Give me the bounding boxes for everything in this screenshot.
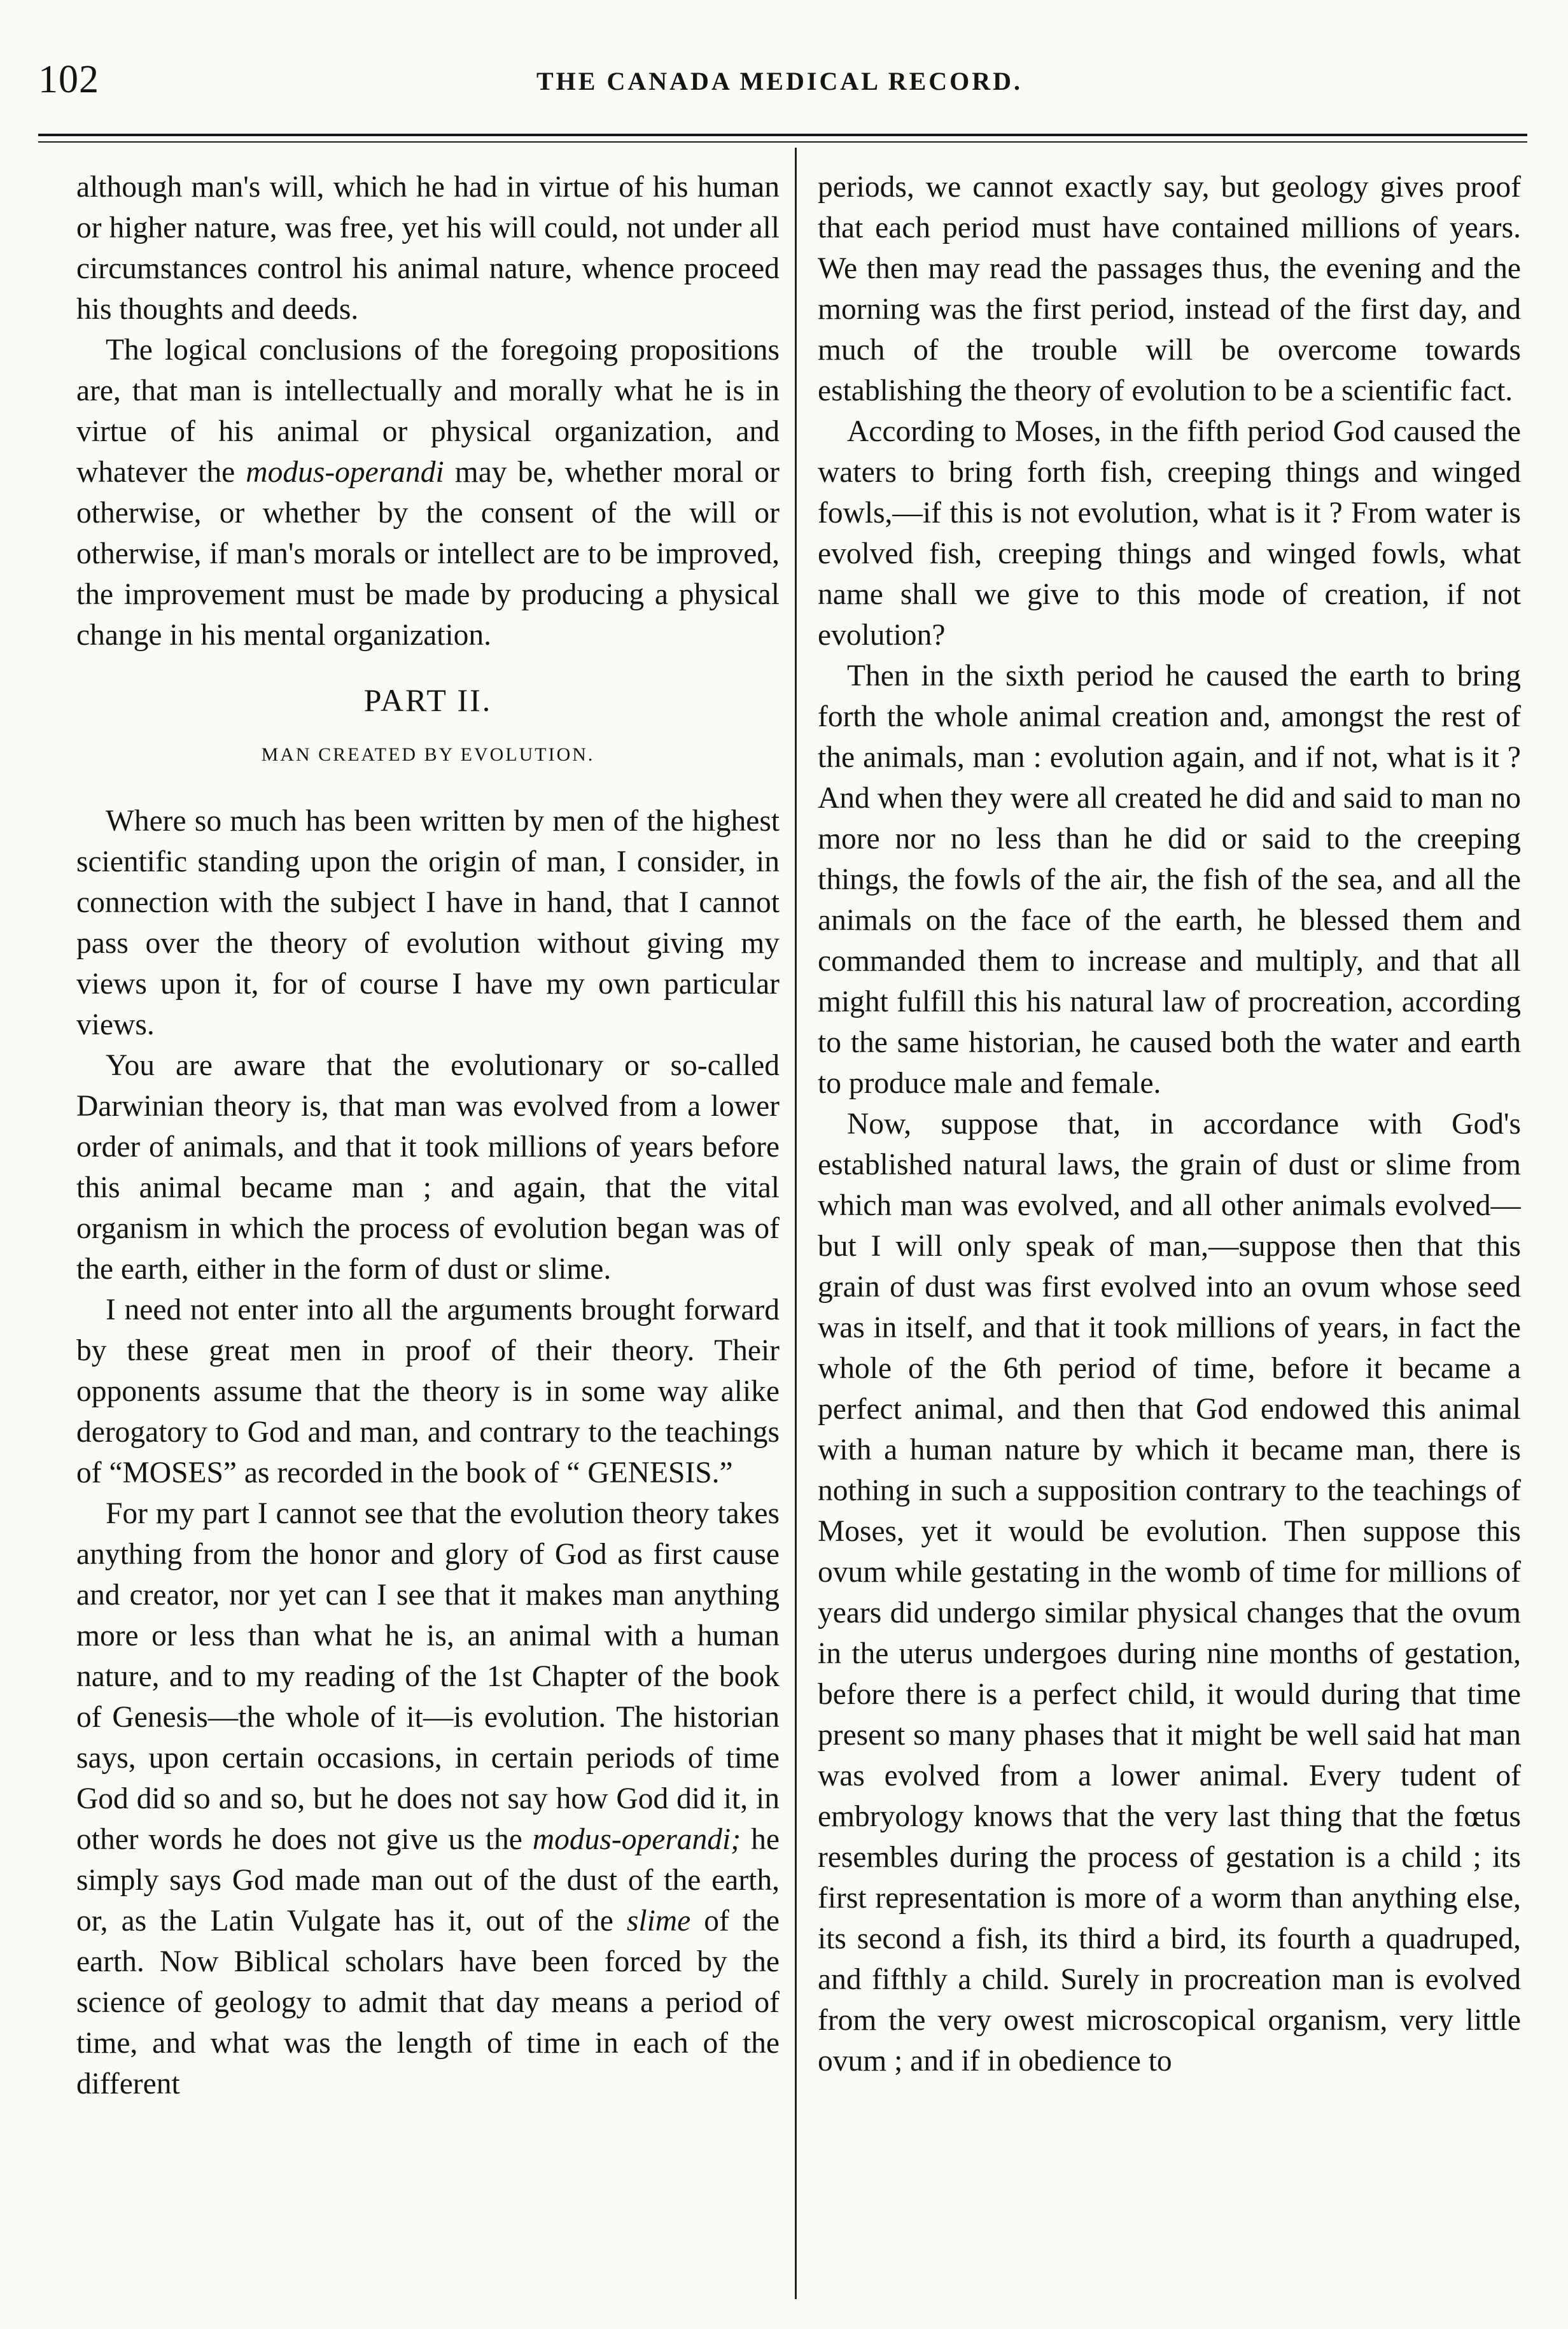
paragraph: Where so much has been written by men of the highest scientific standing upon the origin of man, I consider, in connection with the subject I have in hand, that I cannot pass over the theory of evolution without giving my views upon it, for of course I have my own particular views. bbox=[76, 805, 780, 1041]
italic-text: slime bbox=[626, 1904, 691, 1938]
column-divider bbox=[795, 148, 797, 2299]
paragraph: Then in the sixth period he caused the earth to bring forth the whole animal creation and, amongst the rest of the animals, man : evolution again, and if not, what is it ? And when they were all created he did and said to man no more nor no less than he did or said to the creeping things, the fowls of the air, the fish of the sea, and all the animals on the face of the earth, he blessed them and commanded them to increase and multiply, and that all might fulfill this his natural law of procreation, according to the same historian, he caused both the water and earth to produce male and female. bbox=[818, 659, 1521, 1100]
italic-text: modus-operandi; bbox=[532, 1823, 741, 1856]
paragraph: According to Moses, in the fifth period God caused the waters to bring forth fish, creeping things and winged fowls,—if this is not evolution, what is it ? From water is evolved fish, creeping things and winged fowls, what name shall we give to this mode of creation, if not evolution? bbox=[818, 415, 1521, 652]
page-header bbox=[38, 57, 1521, 127]
text-run: he simply says God made man out of the dust of the earth, or, as the Latin Vulgate has it, out of the bbox=[76, 1823, 780, 1938]
right-column bbox=[818, 167, 1521, 2299]
paragraph bbox=[76, 1493, 780, 2104]
paragraph: although man's will, which he had in virtue of his human or higher nature, was free, yet his will could, not under all circumstances control his animal nature, whence proceed his thoughts and deeds. bbox=[76, 171, 780, 326]
part-title: PART II. bbox=[363, 682, 493, 718]
paragraph: I need not enter into all the arguments brought forward by these great men in proof of their theory. Their opponents assume that the theory is in some way alike derogatory to God and man, and contrary to the teachings of “MOSES” as recorded in the book of “ GENESIS.” bbox=[76, 1293, 780, 1489]
page-number: 102 bbox=[38, 58, 99, 101]
paragraph bbox=[76, 330, 780, 656]
section-subtitle: MAN CREATED BY EVOLUTION. bbox=[261, 744, 595, 765]
italic-text: modus-operandi bbox=[246, 456, 444, 489]
running-title: THE CANADA MEDICAL RECORD. bbox=[536, 67, 1023, 95]
text-run: The logical conclusions of the foregoing propositions are, that man is intellectually and morally what he is in virtue of his animal or physical organization, and whatever the bbox=[76, 334, 780, 489]
text-run: of the earth. Now Biblical scholars have been forced by the science of geology to admit that day means a period of time, and what was the length of time in each of the different bbox=[76, 1904, 780, 2100]
paragraph: Now, suppose that, in accordance with God's established natural laws, the grain of dust or slime from which man was evolved, and all other animals evolved—but I will only speak of man,—suppose then that this grain of dust was first evolved into an ovum whose seed was in itself, and that it took millions of years, in fact the whole of the 6th period of time, before it became a perfect animal, and then that God endowed this animal with a human nature by which it became man, there is nothing in such a supposition contrary to the teachings of Moses, yet it would be evolution. Then suppose this ovum while gestating in the womb of time for millions of years did undergo similar physical changes that the ovum in the uterus undergoes during nine months of gestation, before there is a perfect child, it would during that time present so many phases that it might be well said hat man was evolved from a lower animal. Every tudent of embryology knows that the very last thing that the fœtus resembles during the process of gestation is a child ; its first representation is more of a worm than anything else, its second a fish, its third a bird, its fourth a quadruped, and fifthly a child. Surely in procreation man is evolved from the very owest microscopical organism, very little ovum ; and if in obedience to bbox=[818, 1108, 1521, 2078]
text-run: may be, whether moral or otherwise, or whether by the consent of the will or otherwise, if man's morals or intellect are to be improved, the improvement must be made by producing a physical change in his mental organization. bbox=[76, 456, 780, 652]
paragraph: You are aware that the evolutionary or so-called Darwinian theory is, that man was evolved from a lower order of animals, and that it took millions of years before this animal became man ; and again, that the vital organism in which the process of evolution began was of the earth, either in the form of dust or slime. bbox=[76, 1049, 780, 1286]
header-rule-thick bbox=[38, 134, 1527, 136]
header-rule-thin bbox=[38, 141, 1527, 143]
paragraph: periods, we cannot exactly say, but geology gives proof that each period must have contained millions of years. We then may read the passages thus, the evening and the morning was the first period, instead of the first day, and much of the trouble will be overcome towards establishing the theory of evolution to be a scientific fact. bbox=[818, 171, 1521, 407]
text-run: For my part I cannot see that the evolution theory takes anything from the honor and glory of God as first cause and creator, nor yet can I see that it makes man anything more or less than what he is, an animal with a human nature, and to my reading of the 1st Chapter of the book of Genesis—the whole of it—is evolution. The historian says, upon certain occasions, in certain periods of time God did so and so, but he does not say how God did it, in other words he does not give us the bbox=[76, 1497, 780, 1856]
left-column bbox=[76, 167, 780, 2299]
